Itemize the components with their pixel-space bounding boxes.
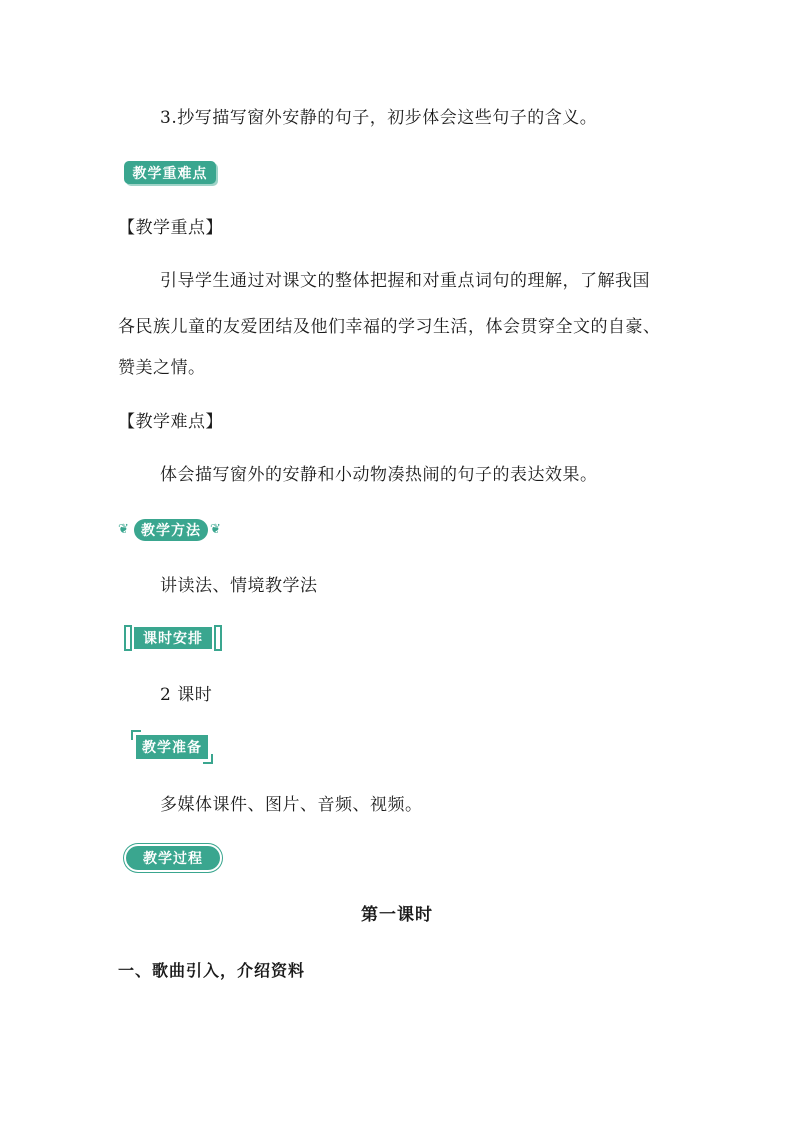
difficult-points-heading: 【教学难点】 bbox=[118, 412, 223, 432]
bracket-bottom-right-decoration bbox=[203, 754, 213, 764]
ribbon-left-decoration bbox=[124, 625, 132, 651]
heart-right-icon: ❦ bbox=[210, 522, 222, 537]
preparation-text: 多媒体课件、图片、音频、视频。 bbox=[160, 795, 423, 815]
section-1-heading: 一、歌曲引入，介绍资料 bbox=[118, 961, 306, 980]
method-text: 讲读法、情境教学法 bbox=[160, 576, 318, 596]
difficult-points-text: 体会描写窗外的安静和小动物凑热闹的句子的表达效果。 bbox=[160, 465, 598, 485]
schedule-text: 2 课时 bbox=[160, 685, 213, 705]
badge-method bbox=[118, 519, 222, 541]
badge-process-label: 教学过程 bbox=[143, 851, 203, 867]
badge-preparation-label: 教学准备 bbox=[142, 740, 202, 756]
key-points-line-1: 引导学生通过对课文的整体把握和对重点词句的理解，了解我国 bbox=[160, 271, 650, 291]
key-points-heading: 【教学重点】 bbox=[118, 218, 223, 238]
badge-schedule bbox=[134, 627, 212, 649]
badge-method-label: 教学方法 bbox=[141, 523, 201, 539]
badge-process bbox=[126, 846, 220, 870]
objective-3: 3.抄写描写窗外安静的句子，初步体会这些句子的含义。 bbox=[160, 108, 598, 128]
badge-schedule-label: 课时安排 bbox=[143, 631, 203, 647]
badge-key-difficult-label: 教学重难点 bbox=[132, 165, 208, 182]
badge-key-difficult bbox=[124, 161, 216, 184]
lesson-title: 第一课时 bbox=[361, 905, 433, 925]
heart-left-icon: ❦ bbox=[118, 522, 130, 537]
key-points-line-2: 各民族儿童的友爱团结及他们幸福的学习生活，体会贯穿全文的自豪、 bbox=[118, 317, 661, 337]
ribbon-right-decoration bbox=[214, 625, 222, 651]
badge-preparation bbox=[136, 735, 208, 759]
key-points-line-3: 赞美之情。 bbox=[118, 358, 206, 378]
bracket-top-left-decoration bbox=[131, 730, 141, 740]
